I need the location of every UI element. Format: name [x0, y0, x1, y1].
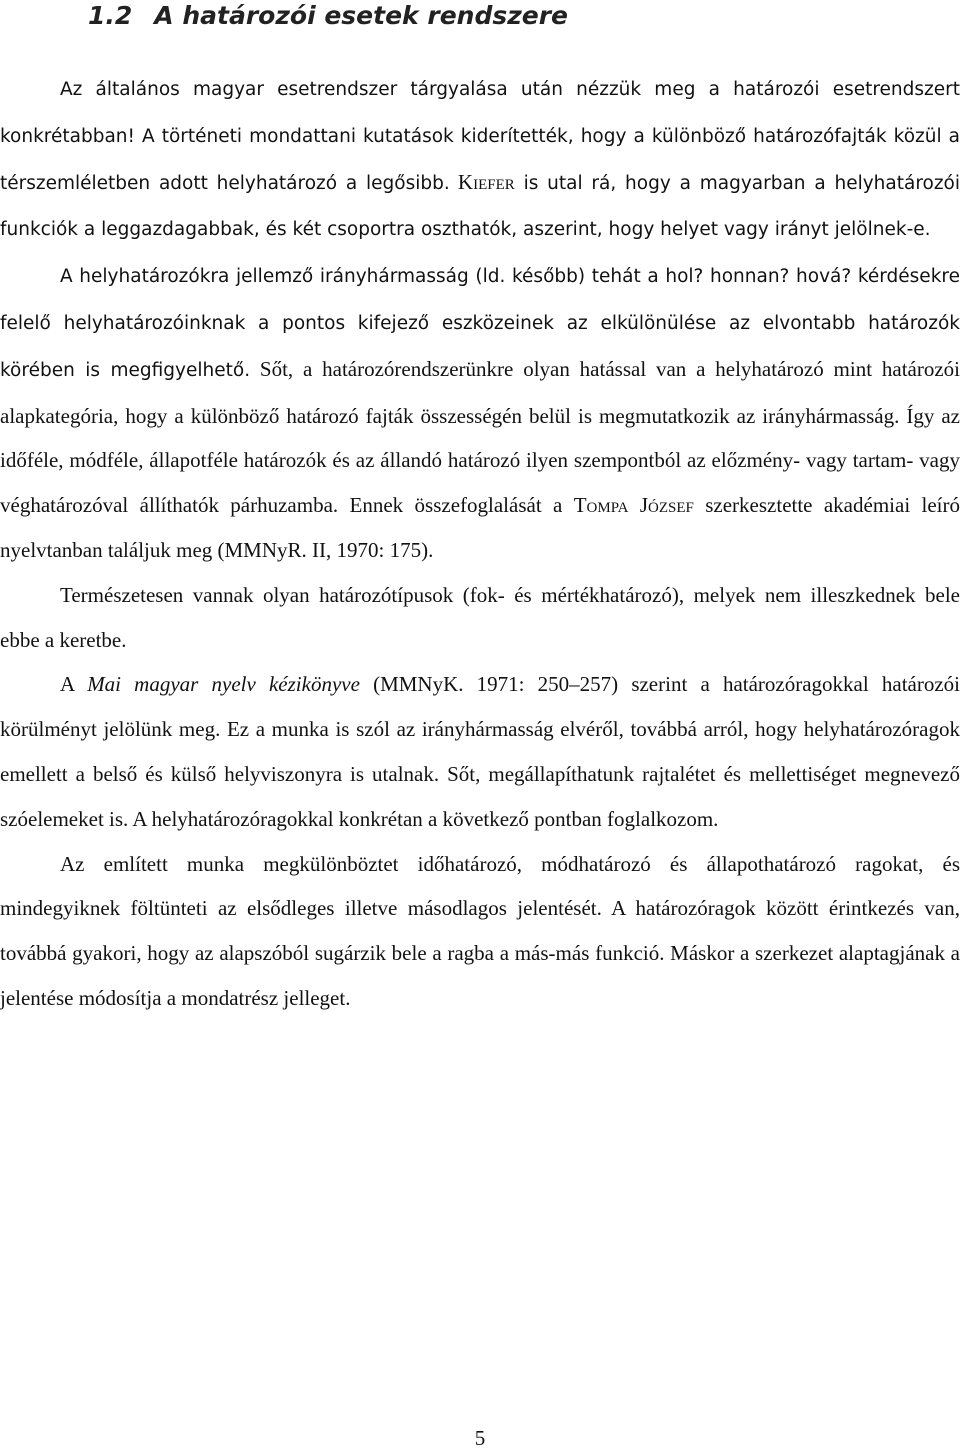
body-text [0, 66, 960, 1021]
paragraph-3 [0, 573, 960, 663]
paragraph-1-sentence-2: is utal rá, hogy a magyarban a helyhatározói funkciók a leggazdagabbak, és két csoportra oszthatók, aszerint, hogy helyet vagy irányt jelölnek-e. [0, 172, 960, 241]
paragraph-1 [0, 66, 960, 253]
page-number: 5 [474, 1426, 486, 1450]
paragraph-4-text: (MMNyK. 1971: 250–257) szerint a határozóragokkal határozói körülményt jelölünk meg. Ez a munka is szól az irányhármasság elvéről, továbbá arról, hogy helyhatározóragok emellett a belső és külső helyviszonyra is utalnak. Sőt, megállapíthatunk rajtalétet és mellettiséget megnevező szóelemeket is. A helyhatározóragokkal konkrétan a következő pontban foglalkozom. [0, 672, 960, 831]
paragraph-2-sentence-1: A helyhatározókra jellemző irányhármasság (ld. később) tehát a hol? honnan? hová? kérdésekre felelő helyhatározóinknak a pontos kifejező eszközeinek az elkülönülése az elvontabb határozók körében is megfigyelhető. [0, 266, 960, 381]
paragraph-2-sentence-2: Sőt, a határozórendszerünkre olyan hatással van a helyhatározó mint határozói alapkategória, hogy a különböző határozó fajták összességén belül is megmutatkozik az irányhármasság. Így az időféle, módféle, állapotféle határozók és az állandó határozó ilyen szempontból az előzmény- vagy tartam- vagy véghatározóval állíthatók párhuzamba. Ennek összefoglalását a [0, 356, 960, 518]
section-number: 1.2 [88, 1, 133, 30]
author-name-kiefer: Kiefer [457, 169, 515, 194]
section-heading [88, 0, 568, 36]
paragraph-4-lead: A [60, 672, 88, 697]
author-name-tompa: Tompa József [573, 493, 694, 518]
paragraph-1-sentence-1: Az általános magyar esetrendszer tárgyalása után nézzük meg a határozói esetrendszert konkrétabban! A történeti mondattani kutatások kiderítették, hogy a különböző határozófajták közül a térszemléletben adott helyhatározó a legősibb. [0, 79, 960, 194]
paragraph-3-text: Természetesen vannak olyan határozótípusok (fok- és mértékhatározó), melyek nem illeszkednek bele ebbe a keretbe. [0, 582, 960, 652]
paragraph-5 [0, 842, 960, 1021]
book-title: Mai magyar nyelv kézikönyve [87, 672, 360, 697]
paragraph-5-text: Az említett munka megkülönböztet időhatározó, módhatározó és állapothatározó ragokat, és mindegyiknek föltünteti az elsődleges illetve másodlagos jelentését. A határozóragok között érintkezés van, továbbá gyakori, hogy az alapszóból sugárzik bele a ragba a más-más funkció. Máskor a szerkezet alaptagjának a jelentése módosítja a mondatrész jelleget. [0, 851, 960, 1010]
section-title: A határozói esetek rendszere [154, 1, 569, 30]
paragraph-2 [0, 253, 960, 573]
paragraph-2-sentence-3: szerkesztette akadémiai leíró nyelvtanban találjuk meg (MMNyR. II, 1970: 175). [0, 493, 960, 562]
paragraph-4 [0, 662, 960, 841]
